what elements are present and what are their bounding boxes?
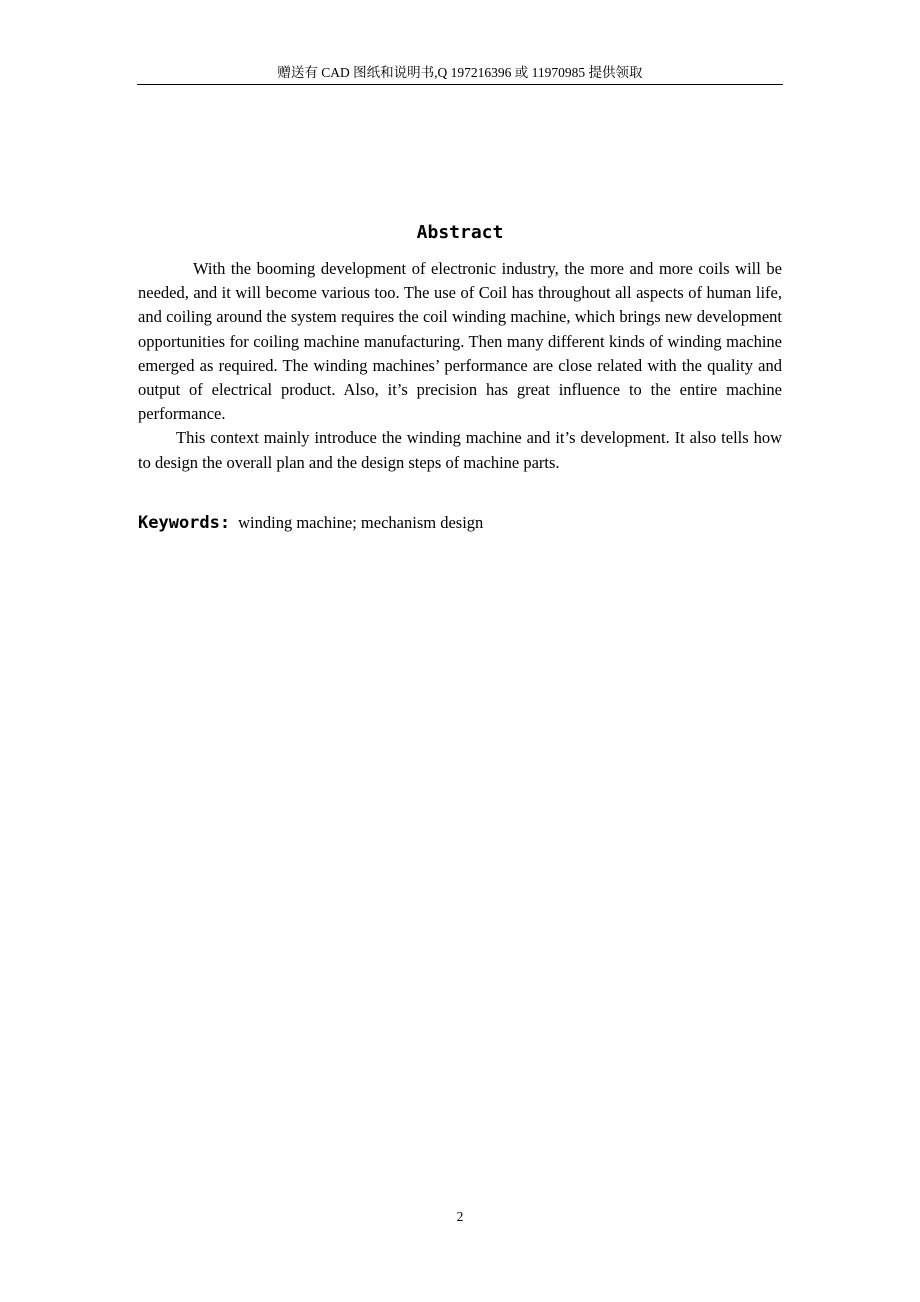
header-divider bbox=[137, 84, 783, 85]
abstract-paragraph-2: This context mainly introduce the winding machine and it’s development. It also tells how to design the overall plan and the design steps of machine parts. bbox=[138, 428, 782, 472]
abstract-title: Abstract bbox=[416, 222, 504, 243]
abstract-body bbox=[138, 257, 782, 475]
abstract-paragraph-1: With the booming development of electronic industry, the more and more coils will be needed, and it will become various too. The use of Coil has throughout all aspects of human life, and coiling around the system requires the coil winding machine, which brings new development opportunities for coiling machine manufacturing. Then many different kinds of winding machine emerged as required. The winding machines’ performance are close related with the quality and output of electrical product. Also, it’s precision has great influence to the entire machine performance. bbox=[138, 259, 782, 424]
page-number: 2 bbox=[456, 1209, 464, 1224]
page-header-text: 赠送有 CAD 图纸和说明书,Q 197216396 或 11970985 提供领取 bbox=[277, 65, 643, 80]
keywords-value: winding machine; mechanism design bbox=[238, 513, 484, 532]
keywords-label: Keywords: bbox=[138, 513, 231, 533]
keywords-line bbox=[138, 510, 782, 536]
